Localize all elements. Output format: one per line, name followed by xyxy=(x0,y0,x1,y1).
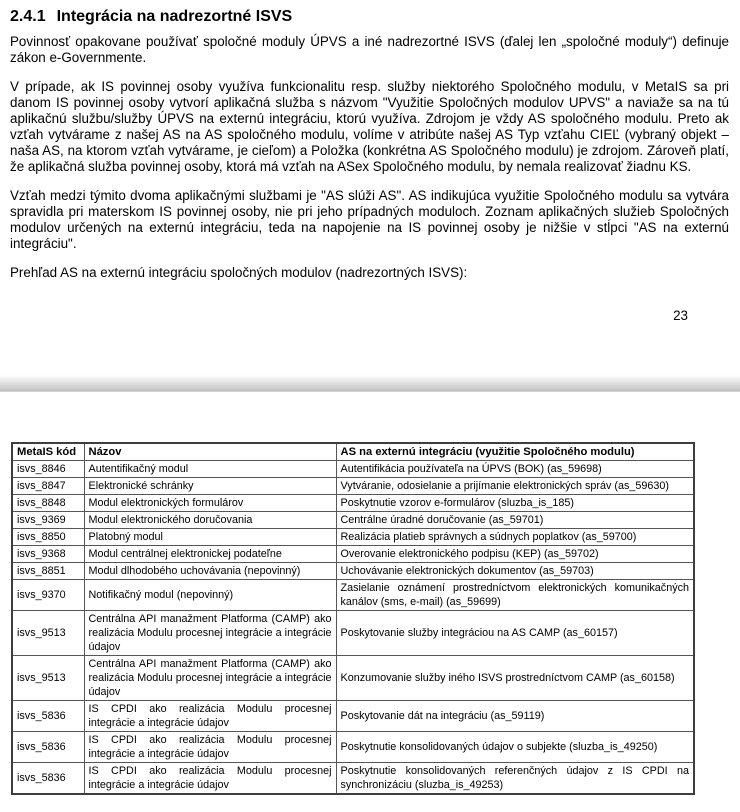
table-row xyxy=(12,701,694,732)
paragraph-as-relation: Vzťah medzi týmito dvoma aplikačnými službami je "AS slúži AS". AS indikujúca využitie Spoločného modulu sa vytvára spravidla pri materskom IS povinnej osoby, nie pri jeho prípadných moduloch. Zoznam aplikačných služieb Spoločných modulov určených na externú integráciu, teda na napojenie na IS povinnej osoby je nižšie v stĺpci "AS na externú integráciu". xyxy=(10,188,729,251)
cell-external-as: Poskytnutie konsolidovaných referenčných údajov z IS CPDI na synchronizáciu (sluzba_is_49253) xyxy=(336,763,694,795)
cell-module-name: Platobný modul xyxy=(84,529,336,546)
table-row xyxy=(12,529,694,546)
cell-module-name: Modul centrálnej elektronickej podateľne xyxy=(84,546,336,563)
page-number: 23 xyxy=(673,308,688,323)
cell-metais-code: isvs_8848 xyxy=(12,495,84,512)
table-row xyxy=(12,763,694,795)
table-row xyxy=(12,611,694,656)
cell-external-as: Poskytovanie služby integráciou na AS CAMP (as_60157) xyxy=(336,611,694,656)
cell-module-name: Elektronické schránky xyxy=(84,478,336,495)
cell-external-as: Poskytnutie konsolidovaných údajov o subjekte (sluzba_is_49250) xyxy=(336,732,694,763)
table-row xyxy=(12,478,694,495)
cell-external-as: Autentifikácia používateľa na ÚPVS (BOK) (as_59698) xyxy=(336,461,694,478)
cell-metais-code: isvs_8847 xyxy=(12,478,84,495)
cell-module-name: IS CPDI ako realizácia Modulu procesnej integrácie a integrácie údajov xyxy=(84,701,336,732)
cell-external-as: Poskytovanie dát na integráciu (as_59119) xyxy=(336,701,694,732)
table-row xyxy=(12,461,694,478)
cell-external-as: Konzumovanie služby iného ISVS prostredníctvom CAMP (as_60158) xyxy=(336,656,694,701)
table-row xyxy=(12,732,694,763)
cell-metais-code: isvs_8850 xyxy=(12,529,84,546)
cell-module-name: IS CPDI ako realizácia Modulu procesnej integrácie a integrácie údajov xyxy=(84,763,336,795)
isvs-modules-table xyxy=(11,442,695,795)
section-number: 2.4.1 xyxy=(10,8,46,25)
cell-module-name: Centrálna API manažment Platforma (CAMP) ako realizácia Modulu procesnej integrácie a integrácie údajov xyxy=(84,656,336,701)
cell-module-name: Modul elektronického doručovania xyxy=(84,512,336,529)
cell-external-as: Vytváranie, odosielanie a prijímanie elektronických správ (as_59630) xyxy=(336,478,694,495)
cell-module-name: Centrálna API manažment Platforma (CAMP) ako realizácia Modulu procesnej integrácie a integrácie údajov xyxy=(84,611,336,656)
cell-external-as: Zasielanie oznámení prostredníctvom elektronických komunikačných kanálov (sms, e-mail) (as_59699) xyxy=(336,580,694,611)
cell-metais-code: isvs_8851 xyxy=(12,563,84,580)
cell-module-name: Notifikačný modul (nepovinný) xyxy=(84,580,336,611)
cell-metais-code: isvs_8846 xyxy=(12,461,84,478)
section-heading xyxy=(10,8,729,26)
cell-module-name: Modul dlhodobého uchovávania (nepovinný) xyxy=(84,563,336,580)
document-page-next xyxy=(0,392,740,795)
col-header-name: Názov xyxy=(84,443,336,461)
table-row xyxy=(12,563,694,580)
col-header-metais-code: MetaIS kód xyxy=(12,443,84,461)
cell-metais-code: isvs_5836 xyxy=(12,701,84,732)
cell-metais-code: isvs_5836 xyxy=(12,763,84,795)
paragraph-intro: Povinnosť opakovane používať spoločné moduly ÚPVS a iné nadrezortné ISVS (ďalej len „spoločné moduly“) definuje zákon e-Governmente. xyxy=(10,34,729,65)
table-row xyxy=(12,656,694,701)
table-row xyxy=(12,495,694,512)
cell-metais-code: isvs_9513 xyxy=(12,656,84,701)
cell-metais-code: isvs_9369 xyxy=(12,512,84,529)
cell-module-name: Modul elektronických formulárov xyxy=(84,495,336,512)
cell-external-as: Centrálne úradné doručovanie (as_59701) xyxy=(336,512,694,529)
cell-metais-code: isvs_9368 xyxy=(12,546,84,563)
table-row xyxy=(12,512,694,529)
cell-external-as: Overovanie elektronického podpisu (KEP) (as_59702) xyxy=(336,546,694,563)
cell-module-name: Autentifikačný modul xyxy=(84,461,336,478)
table-row xyxy=(12,546,694,563)
table-header-row xyxy=(12,443,694,461)
paragraph-table-lead: Prehľad AS na externú integráciu spoločných modulov (nadrezortných ISVS): xyxy=(10,265,468,280)
paragraph-metais-usage: V prípade, ak IS povinnej osoby využíva funkcionalitu resp. služby niektorého Spoločného modulu, v MetaIS sa pri danom IS povinnej osoby vytvorí aplikačná služba s názvom "Využitie Spoločných modulov UPVS" a naviaže sa na tú aplikačnú službu/služby ÚPVS na externú integráciu, ktorú využíva. Zdrojom je vždy AS spoločného modulu. Preto ak vzťah vytvárame z našej AS na AS spoločného modulu, volíme v atribúte našej AS Typ vzťahu CIEĽ (vybraný objekt – naša AS, na ktorom vzťah vytvárame, je cieľom) a Položka (konkrétna AS Spoločného modulu) je zdrojom. Zároveň platí, že aplikačná služba povinnej osoby, ktorá má vzťah na ASex Spoločného modulu, by nemala realizovať žiadnu KS. xyxy=(10,79,729,174)
col-header-external-integration: AS na externú integráciu (využitie Spoločného modulu) xyxy=(336,443,694,461)
section-title: Integrácia na nadrezortné ISVS xyxy=(56,8,293,25)
cell-metais-code: isvs_9370 xyxy=(12,580,84,611)
table-row xyxy=(12,580,694,611)
cell-metais-code: isvs_5836 xyxy=(12,732,84,763)
cell-module-name: IS CPDI ako realizácia Modulu procesnej integrácie a integrácie údajov xyxy=(84,732,336,763)
cell-external-as: Uchovávanie elektronických dokumentov (as_59703) xyxy=(336,563,694,580)
cell-external-as: Realizácia platieb správnych a súdnych poplatkov (as_59700) xyxy=(336,529,694,546)
isvs-table-body xyxy=(12,461,694,795)
document-page-23 xyxy=(0,0,740,323)
cell-external-as: Poskytnutie vzorov e-formulárov (sluzba_is_185) xyxy=(336,495,694,512)
cell-metais-code: isvs_9513 xyxy=(12,611,84,656)
page-separator xyxy=(0,375,740,392)
